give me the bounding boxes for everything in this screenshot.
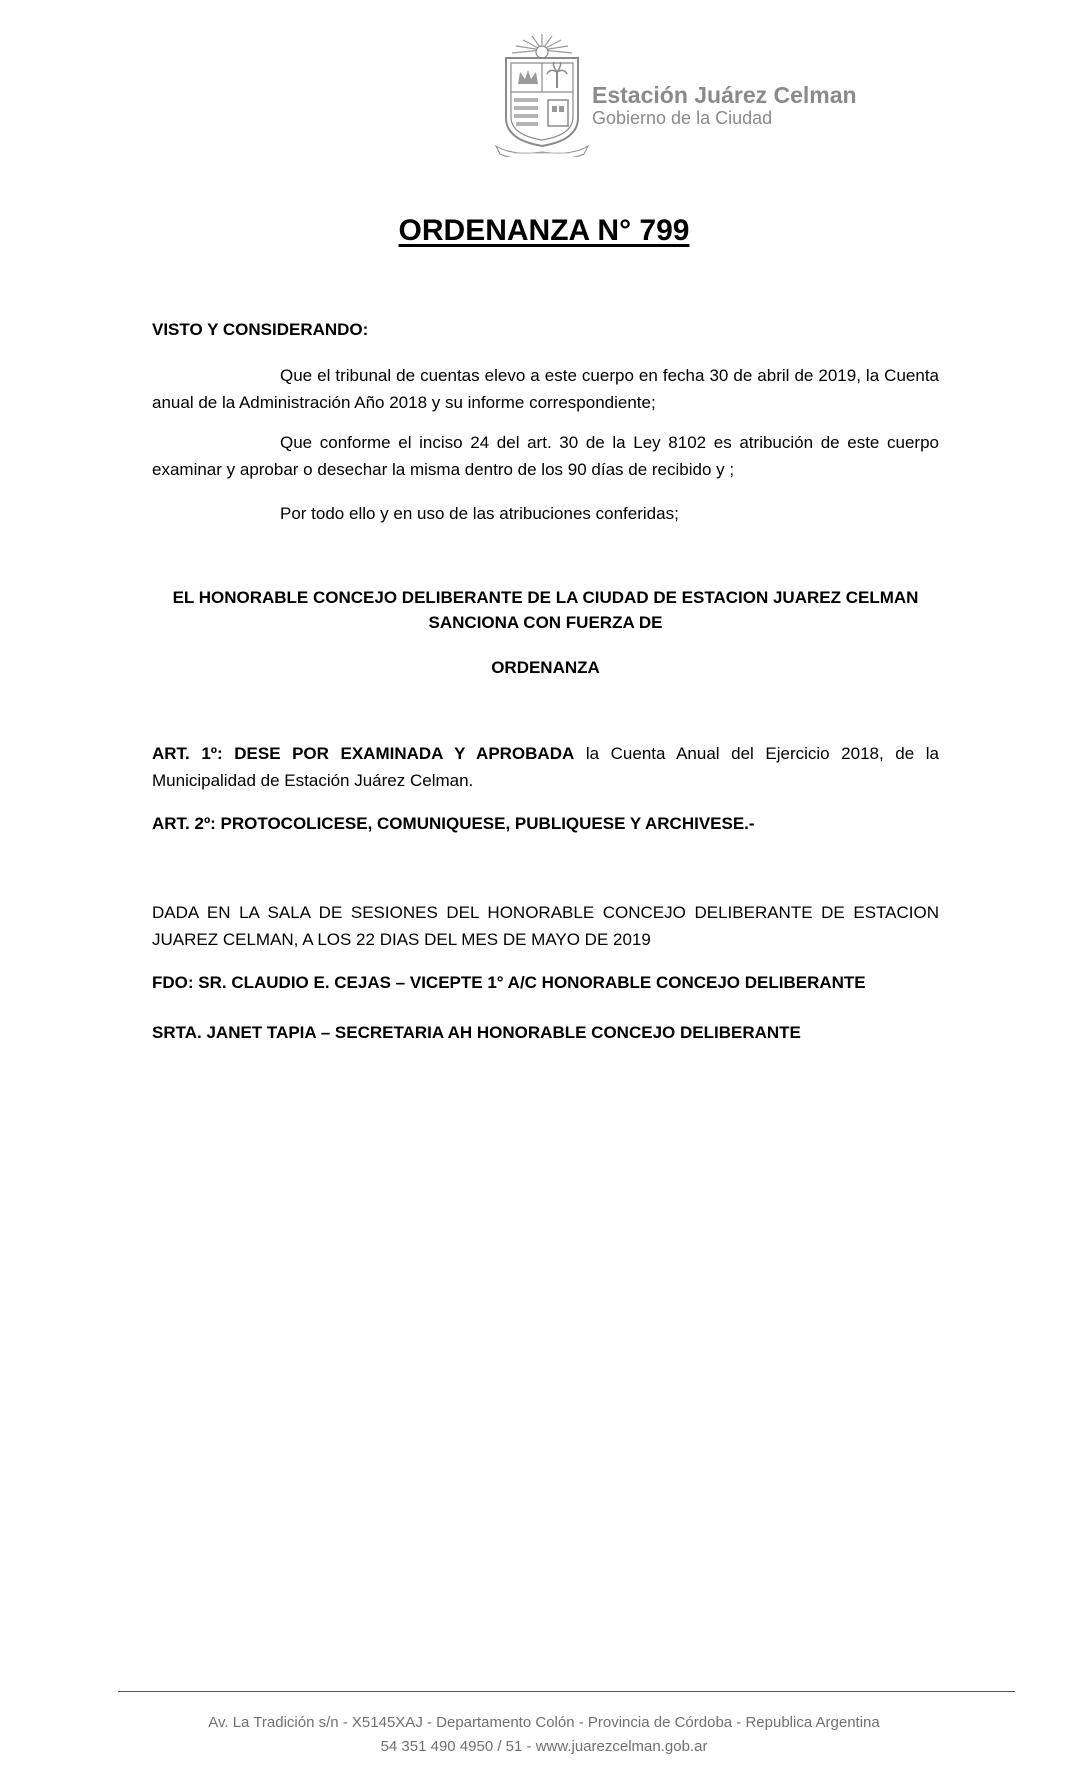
visto-heading: VISTO Y CONSIDERANDO: xyxy=(152,320,369,339)
article-1-text: la Cuenta Anual del Ejercicio 2018, de la Municipalidad de Estación Juárez Celman. xyxy=(152,744,939,790)
signature-vicepresident: FDO: SR. CLAUDIO E. CEJAS – VICEPTE 1° A/C HONORABLE CONCEJO DELIBERANTE xyxy=(152,973,866,992)
considerando-paragraph-3: Por todo ello y en uso de las atribuciones conferidas; xyxy=(280,504,679,523)
considerando-paragraph-1: Que el tribunal de cuentas elevo a este cuerpo en fecha 30 de abril de 2019, la Cuenta anual de la Administración Año 2018 y su informe correspondiente; xyxy=(152,366,939,412)
org-name: Estación Juárez Celman xyxy=(592,82,857,108)
article-1 xyxy=(152,740,939,794)
sanction-line-2: SANCIONA CON FUERZA DE xyxy=(428,613,663,632)
ordinance-title: ORDENANZA N° 799 xyxy=(398,214,690,247)
article-2-label: ART. 2º: PROTOCOLICESE, COMUNIQUESE, PUBLIQUESE Y ARCHIVESE.- xyxy=(152,814,755,833)
org-subtitle: Gobierno de la Ciudad xyxy=(592,108,773,128)
footer-address: Av. La Tradición s/n - X5145XAJ - Departamento Colón - Provincia de Córdoba - Republica Argentina xyxy=(208,1714,880,1731)
dada-paragraph: DADA EN LA SALA DE SESIONES DEL HONORABLE CONCEJO DELIBERANTE DE ESTACION JUAREZ CELMAN, A LOS 22 DIAS DEL MES DE MAYO DE 2019 xyxy=(152,903,939,949)
considerando-paragraph-2: Que conforme el inciso 24 del art. 30 de la Ley 8102 es atribución de este cuerpo examinar y aprobar o desechar la misma dentro de los 90 días de recibido y ; xyxy=(152,433,939,479)
footer-divider xyxy=(118,1691,1015,1692)
footer-contact: 54 351 490 4950 / 51 - www.juarezcelman.gob.ar xyxy=(380,1738,708,1755)
article-1-label: ART. 1º: DESE POR EXAMINADA Y APROBADA xyxy=(152,744,575,763)
article-2 xyxy=(152,810,939,837)
signature-secretary: SRTA. JANET TAPIA – SECRETARIA AH HONORABLE CONCEJO DELIBERANTE xyxy=(152,1023,801,1042)
municipal-coat-of-arms-icon xyxy=(492,32,592,157)
letterhead xyxy=(492,32,892,162)
sanction-line-1: EL HONORABLE CONCEJO DELIBERANTE DE LA CIUDAD DE ESTACION JUAREZ CELMAN xyxy=(172,588,919,607)
sanction-line-3: ORDENANZA xyxy=(491,658,600,677)
